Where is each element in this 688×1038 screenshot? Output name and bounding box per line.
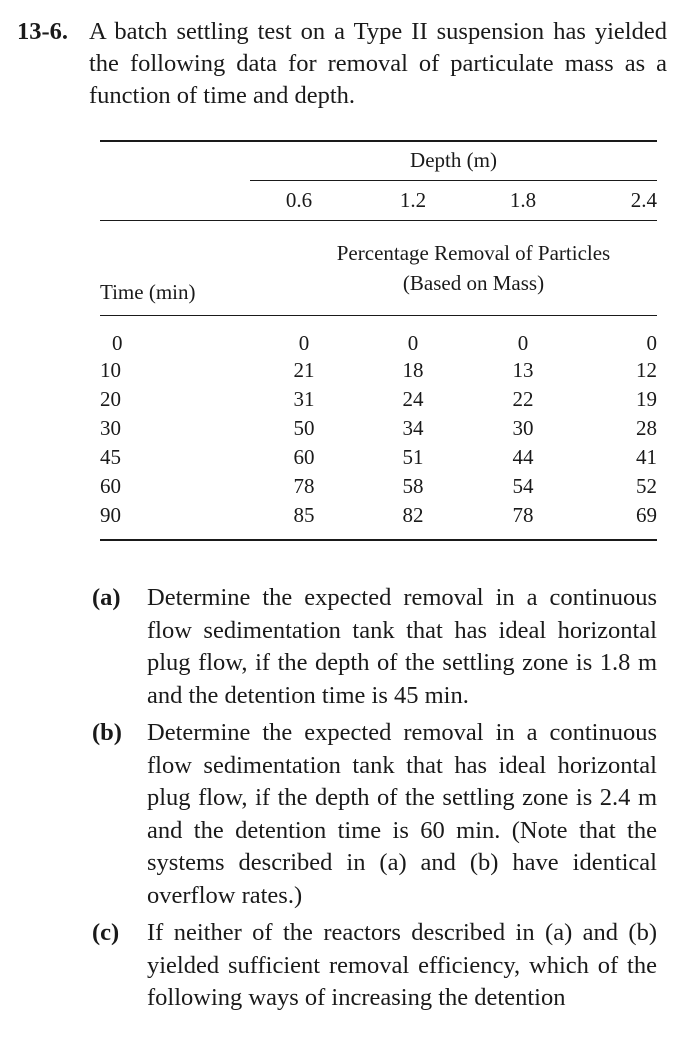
part-c bbox=[92, 917, 657, 1015]
part-label: (b) bbox=[92, 719, 122, 746]
part-a bbox=[92, 582, 657, 712]
column-header-row bbox=[100, 221, 657, 316]
removal-cell: 41 bbox=[636, 445, 657, 469]
time-cell: 60 bbox=[100, 474, 121, 498]
time-cell: 10 bbox=[100, 358, 121, 382]
removal-cell: 51 bbox=[402, 445, 424, 469]
removal-cell: 0 bbox=[517, 331, 529, 355]
part-label: (c) bbox=[92, 919, 120, 946]
problem-text: A batch settling test on a Type II suspension has yielded the following data for removal of particulate mass as a function of time and depth. bbox=[89, 18, 667, 109]
removal-cell: 58 bbox=[402, 474, 424, 498]
removal-header bbox=[250, 221, 657, 316]
removal-cell: 0 bbox=[646, 331, 657, 355]
removal-cell: 60 bbox=[293, 445, 315, 469]
removal-cell: 52 bbox=[636, 474, 657, 498]
depth-value: 0.6 bbox=[285, 187, 313, 212]
time-cell: 0 bbox=[112, 331, 123, 355]
time-cell: 30 bbox=[100, 416, 121, 440]
depth-header-row bbox=[100, 141, 657, 180]
removal-cell: 13 bbox=[512, 358, 534, 382]
removal-cell: 28 bbox=[636, 416, 657, 440]
removal-cell: 78 bbox=[293, 474, 315, 498]
removal-cell: 19 bbox=[636, 387, 657, 411]
removal-cell: 30 bbox=[512, 416, 534, 440]
removal-cell: 69 bbox=[636, 503, 657, 527]
time-header: Time (min) bbox=[100, 280, 196, 304]
table-row bbox=[100, 443, 657, 472]
part-text: Determine the expected removal in a continuous flow sedimentation tank that has ideal horizontal plug flow, if the depth of the settling zone is 2.4 m and the detention time is 60 min. (Note that the systems described in (a) and (b) have identical overflow rates.) bbox=[147, 719, 657, 909]
depth-value: 1.8 bbox=[509, 187, 537, 212]
removal-cell: 18 bbox=[402, 358, 424, 382]
removal-header-line2: (Based on Mass) bbox=[402, 271, 545, 295]
removal-cell: 34 bbox=[402, 416, 424, 440]
depth-value: 2.4 bbox=[630, 187, 657, 212]
time-cell: 45 bbox=[100, 445, 121, 469]
removal-cell: 0 bbox=[298, 331, 310, 355]
table-row bbox=[100, 356, 657, 385]
part-b bbox=[92, 717, 657, 912]
depth-header: Depth (m) bbox=[250, 141, 657, 180]
table-row bbox=[100, 472, 657, 501]
problem-parts bbox=[92, 582, 657, 1020]
removal-cell: 12 bbox=[636, 358, 657, 382]
table-row bbox=[100, 501, 657, 540]
settling-data-table bbox=[100, 140, 657, 541]
removal-cell: 21 bbox=[293, 358, 315, 382]
removal-cell: 24 bbox=[402, 387, 424, 411]
removal-header-line1: Percentage Removal of Particles bbox=[336, 241, 611, 265]
table-row bbox=[100, 385, 657, 414]
time-cell: 20 bbox=[100, 387, 121, 411]
removal-cell: 31 bbox=[293, 387, 315, 411]
removal-cell: 54 bbox=[512, 474, 534, 498]
removal-cell: 85 bbox=[293, 503, 315, 527]
part-text: If neither of the reactors described in (a) and (b) yielded sufficient removal efficiency, which of the following ways of increasing the detention bbox=[147, 919, 657, 1011]
removal-cell: 22 bbox=[512, 387, 534, 411]
problem-statement bbox=[17, 16, 667, 112]
removal-cell: 44 bbox=[512, 445, 534, 469]
part-label: (a) bbox=[92, 584, 121, 611]
depth-values-row bbox=[100, 180, 657, 221]
part-text: Determine the expected removal in a continuous flow sedimentation tank that has ideal horizontal plug flow, if the depth of the settling zone is 1.8 m and the detention time is 45 min. bbox=[147, 584, 657, 709]
depth-value: 1.2 bbox=[399, 187, 427, 212]
removal-cell: 50 bbox=[293, 416, 315, 440]
removal-cell: 78 bbox=[512, 503, 534, 527]
problem-number: 13-6. bbox=[17, 18, 69, 45]
table-row bbox=[100, 316, 657, 357]
table-row bbox=[100, 414, 657, 443]
removal-cell: 0 bbox=[407, 331, 419, 355]
time-cell: 90 bbox=[100, 503, 121, 527]
removal-cell: 82 bbox=[402, 503, 424, 527]
